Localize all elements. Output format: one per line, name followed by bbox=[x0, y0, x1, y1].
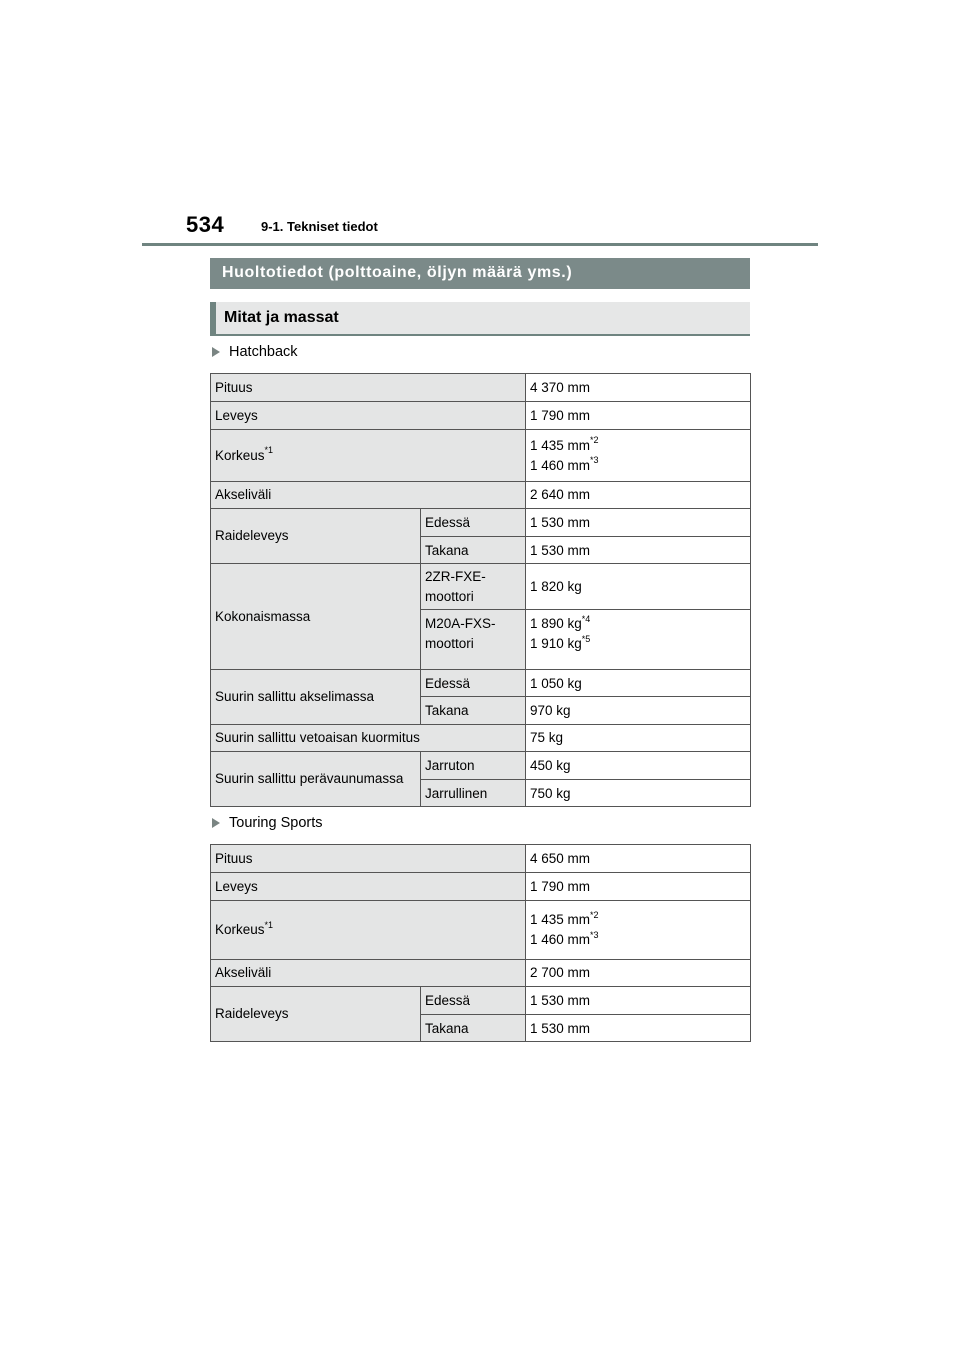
row-label bbox=[211, 430, 526, 482]
row-label: Pituus bbox=[211, 374, 526, 402]
section-reference: 9-1. Tekniset tiedot bbox=[261, 219, 378, 234]
footnote-ref: *3 bbox=[590, 929, 599, 940]
footnote-ref: *4 bbox=[581, 613, 591, 624]
row-value: 970 kg bbox=[526, 697, 751, 725]
sub-label: Edessä bbox=[421, 509, 526, 537]
height-value: 1 435 mm bbox=[530, 912, 591, 927]
row-value: 1 530 mm bbox=[526, 1015, 751, 1042]
row-value: 750 kg bbox=[526, 780, 751, 807]
row-label: Raideleveys bbox=[211, 987, 421, 1042]
header-divider bbox=[142, 243, 818, 246]
table-row bbox=[211, 845, 751, 873]
table-row bbox=[211, 564, 751, 610]
row-value: 1 790 mm bbox=[526, 873, 751, 901]
row-value: 1 820 kg bbox=[526, 564, 751, 610]
table-row bbox=[211, 987, 751, 1015]
row-value bbox=[526, 610, 751, 670]
height-value: 1 460 mm bbox=[530, 932, 591, 947]
height-label: Korkeus bbox=[215, 447, 265, 463]
table-row bbox=[211, 873, 751, 901]
table-row bbox=[211, 374, 751, 402]
footnote-ref: *5 bbox=[581, 633, 591, 644]
row-value: 1 790 mm bbox=[526, 402, 751, 430]
row-value: 2 640 mm bbox=[526, 482, 751, 509]
footnote-ref: *3 bbox=[590, 455, 599, 465]
touring-spec-table bbox=[210, 844, 751, 1042]
row-label: Raideleveys bbox=[211, 509, 421, 564]
sub-label: M20A-FXS-moottori bbox=[421, 610, 526, 670]
sub-label: Edessä bbox=[421, 987, 526, 1015]
footnote-ref: *1 bbox=[264, 919, 274, 930]
footnote-ref: *1 bbox=[264, 445, 274, 455]
variant-label: Hatchback bbox=[229, 344, 298, 360]
row-value: 4 650 mm bbox=[526, 845, 751, 873]
sub-label: Jarrullinen bbox=[421, 780, 526, 807]
sub-label: Edessä bbox=[421, 670, 526, 697]
variant-label: Touring Sports bbox=[229, 815, 323, 831]
sub-label: Takana bbox=[421, 537, 526, 564]
variant-heading-touring-sports bbox=[212, 815, 323, 831]
row-label: Akseliväli bbox=[211, 482, 526, 509]
table-row bbox=[211, 901, 751, 960]
footnote-ref: *2 bbox=[590, 909, 599, 920]
sub-label: 2ZR-FXE-moottori bbox=[421, 564, 526, 610]
variant-heading-hatchback bbox=[212, 344, 298, 360]
row-label bbox=[211, 901, 526, 960]
row-label: Pituus bbox=[211, 845, 526, 873]
row-value bbox=[526, 430, 751, 482]
table-row bbox=[211, 960, 751, 987]
hatchback-spec-table bbox=[210, 373, 751, 807]
row-value: 1 530 mm bbox=[526, 537, 751, 564]
mass-value: 1 890 kg bbox=[530, 616, 582, 631]
arrow-bullet-icon bbox=[212, 818, 220, 828]
row-label: Akseliväli bbox=[211, 960, 526, 987]
table-row bbox=[211, 509, 751, 537]
row-value: 1 530 mm bbox=[526, 509, 751, 537]
row-value: 450 kg bbox=[526, 752, 751, 780]
sub-label: Jarruton bbox=[421, 752, 526, 780]
table-row bbox=[211, 725, 751, 752]
row-value: 1 530 mm bbox=[526, 987, 751, 1015]
row-label: Kokonaismassa bbox=[211, 564, 421, 670]
table-row bbox=[211, 430, 751, 482]
row-label: Leveys bbox=[211, 402, 526, 430]
page-number: 534 bbox=[186, 212, 225, 237]
row-label: Leveys bbox=[211, 873, 526, 901]
sub-label: Takana bbox=[421, 1015, 526, 1042]
mass-value: 1 910 kg bbox=[530, 636, 582, 651]
arrow-bullet-icon bbox=[212, 347, 220, 357]
row-label: Suurin sallittu vetoaisan kuormitus bbox=[211, 725, 526, 752]
row-value: 1 050 kg bbox=[526, 670, 751, 697]
table-row bbox=[211, 670, 751, 697]
sub-label: Takana bbox=[421, 697, 526, 725]
row-value: 2 700 mm bbox=[526, 960, 751, 987]
footnote-ref: *2 bbox=[590, 435, 599, 445]
subsection-title: Mitat ja massat bbox=[210, 302, 750, 336]
section-title: Huoltotiedot (polttoaine, öljyn määrä yms.) bbox=[210, 258, 750, 289]
height-value: 1 435 mm bbox=[530, 437, 591, 453]
height-value: 1 460 mm bbox=[530, 457, 591, 473]
row-value: 4 370 mm bbox=[526, 374, 751, 402]
height-label: Korkeus bbox=[215, 922, 265, 937]
table-row bbox=[211, 402, 751, 430]
row-value: 75 kg bbox=[526, 725, 751, 752]
table-row bbox=[211, 752, 751, 780]
row-value bbox=[526, 901, 751, 960]
row-label: Suurin sallittu akselimassa bbox=[211, 670, 421, 725]
row-label: Suurin sallittu perävaunumassa bbox=[211, 752, 421, 807]
table-row bbox=[211, 482, 751, 509]
